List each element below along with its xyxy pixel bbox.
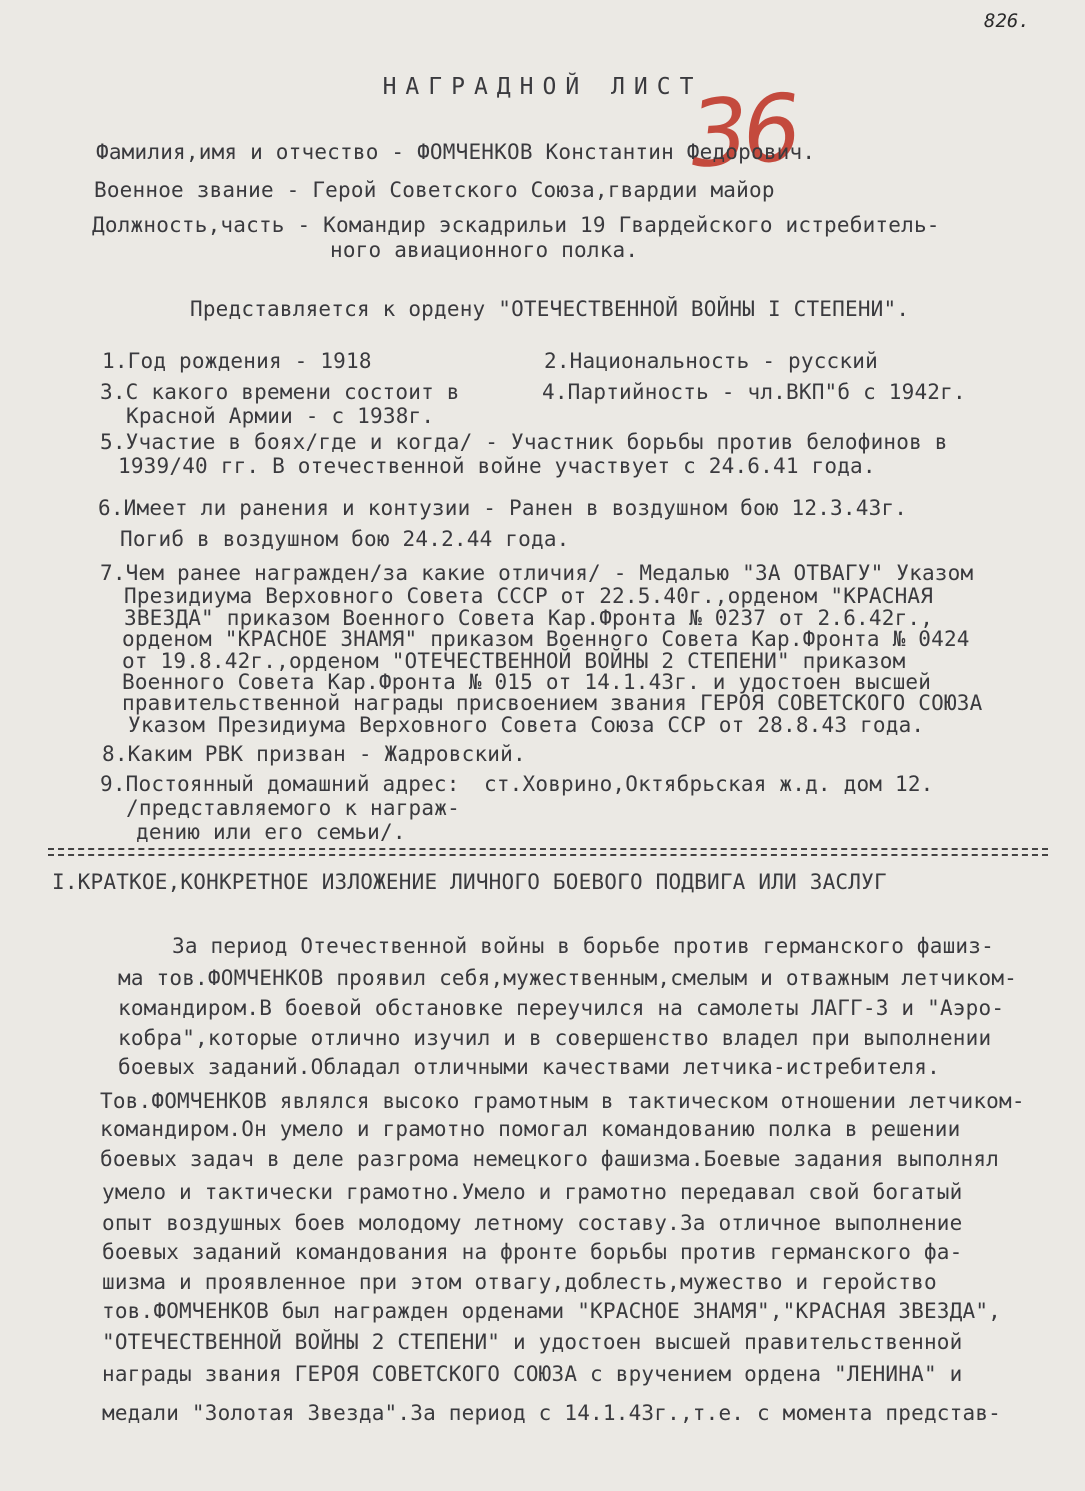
nomination-line: Представляется к ордену "ОТЕЧЕСТВЕННОЙ ВОЙНЫ I СТЕПЕНИ".: [190, 297, 910, 321]
item-7-awards-line1: 7.Чем ранее награжден/за какие отличия/ - Медалью "ЗА ОТВАГУ" Указом: [100, 561, 974, 585]
item-5-battles-line1: 5.Участие в боях/где и когда/ - Участник борьбы против белофинов в: [100, 430, 948, 454]
item-6-wounds-line1: 6.Имеет ли ранения и контузии - Ранен в воздушном бою 12.3.43г.: [98, 496, 908, 520]
header-position-line1: Должность,часть - Командир эскадрильи 19 Гвардейского истребитель-: [92, 213, 940, 237]
handwritten-number-stamp: 36: [686, 74, 799, 189]
item-7-awards-line7: правительственной награды присвоением звания ГЕРОЯ СОВЕТСКОГО СОЮЗА: [122, 691, 983, 715]
section-title: I.КРАТКОЕ,КОНКРЕТНОЕ ИЗЛОЖЕНИЕ ЛИЧНОГО БОЕВОГО ПОДВИГА ИЛИ ЗАСЛУГ: [52, 870, 887, 894]
body-line: боевых заданий.Обладал отличными качествами летчика-истребителя.: [118, 1055, 940, 1079]
body-line: награды звания ГЕРОЯ СОВЕТСКОГО СОЮЗА с вручением ордена "ЛЕНИНА" и: [102, 1362, 963, 1386]
item-9-address-label-line1: 9.Постоянный домашний адрес:: [100, 772, 460, 796]
header-fio: Фамилия,имя и отчество - ФОМЧЕНКОВ Константин Федорович.: [96, 140, 816, 164]
body-line: ма тов.ФОМЧЕНКОВ проявил себя,мужественным,смелым и отважным летчиком-: [118, 966, 1018, 990]
body-line: командиром.Он умело и грамотно помогал командованию полка в решении: [100, 1117, 961, 1141]
item-7-awards-line5: от 19.8.42г.,орденом "ОТЕЧЕСТВЕННОЙ ВОЙНЫ 2 СТЕПЕНИ" приказом: [122, 649, 906, 673]
body-line: опыт воздушных боев молодому летному составу.За отличное выполнение: [102, 1211, 963, 1235]
body-line: боевых задач в деле разгрома немецкого фашизма.Боевые задания выполнял: [100, 1147, 1000, 1171]
header-position-line2: ного авиационного полка.: [330, 238, 639, 262]
item-9-address-label-line3: дению или его семьи/.: [136, 820, 406, 844]
item-4-party: 4.Партийность - чл.ВКП"б с 1942г.: [542, 380, 966, 404]
document-title: НАГРАДНОЙ ЛИСТ: [382, 74, 703, 100]
item-8-recruitment-office: 8.Каким РВК призван - Жадровский.: [102, 742, 526, 766]
body-line: умело и тактически грамотно.Умело и грамотно передавал свой богатый: [102, 1180, 963, 1204]
body-line: боевых заданий командования на фронте борьбы против германского фа-: [102, 1240, 963, 1264]
body-line: командиром.В боевой обстановке переучился на самолеты ЛАГГ-3 и "Аэро-: [118, 996, 1005, 1020]
item-7-awards-line3: ЗВЕЗДА" приказом Военного Совета Кар.Фронта № 0237 от 2.6.42г.,: [124, 606, 934, 630]
body-line: Тов.ФОМЧЕНКОВ являлся высоко грамотным в тактическом отношении летчиком-: [100, 1089, 1025, 1113]
body-line: медали "Золотая Звезда".За период с 14.1.43г.,т.е. с момента представ-: [102, 1401, 1002, 1425]
item-9-address-value: ст.Ховрино,Октябрьская ж.д. дом 12.: [484, 772, 934, 796]
item-7-awards-line2: Президиума Верховного Совета СССР от 22.5.40г.,орденом "КРАСНАЯ: [124, 584, 934, 608]
body-line: шизма и проявленное при этом отвагу,доблесть,мужество и геройство: [102, 1270, 937, 1294]
item-3-service-line1: 3.С какого времени состоит в: [100, 380, 460, 404]
item-7-awards-line8: Указом Президиума Верховного Совета Союза ССР от 28.8.43 года.: [128, 713, 925, 737]
item-9-address-label-line2: /представляемого к награж-: [126, 796, 460, 820]
body-line: тов.ФОМЧЕНКОВ был награжден орденами "КРАСНОЕ ЗНАМЯ","КРАСНАЯ ЗВЕЗДА",: [102, 1299, 1002, 1323]
item-5-battles-line2: 1939/40 гг. В отечественной войне участвует с 24.6.41 года.: [118, 454, 876, 478]
header-rank: Военное звание - Герой Советского Союза,гвардии майор: [94, 178, 775, 202]
page-number: 826.: [984, 10, 1030, 32]
item-7-awards-line4: орденом "КРАСНОЕ ЗНАМЯ" приказом Военного Совета Кар.Фронта № 0424: [122, 627, 970, 651]
body-line: За период Отечественной войны в борьбе против германского фашиз-: [172, 934, 994, 958]
item-7-awards-line6: Военного Совета Кар.Фронта № 015 от 14.1.43г. и удостоен высшей: [122, 670, 932, 694]
item-3-service-line2: Красной Армии - с 1938г.: [126, 404, 435, 428]
item-1-birth-year: 1.Год рождения - 1918: [102, 349, 372, 373]
body-line: "ОТЕЧЕСТВЕННОЙ ВОЙНЫ 2 СТЕПЕНИ" и удостоен высшей правительственной: [102, 1330, 963, 1354]
item-6-wounds-line2: Погиб в воздушном бою 24.2.44 года.: [120, 527, 570, 551]
section-divider: [48, 848, 1048, 856]
body-line: кобра",которые отлично изучил и в совершенство владел при выполнении: [118, 1026, 992, 1050]
item-2-nationality: 2.Национальность - русский: [544, 349, 878, 373]
